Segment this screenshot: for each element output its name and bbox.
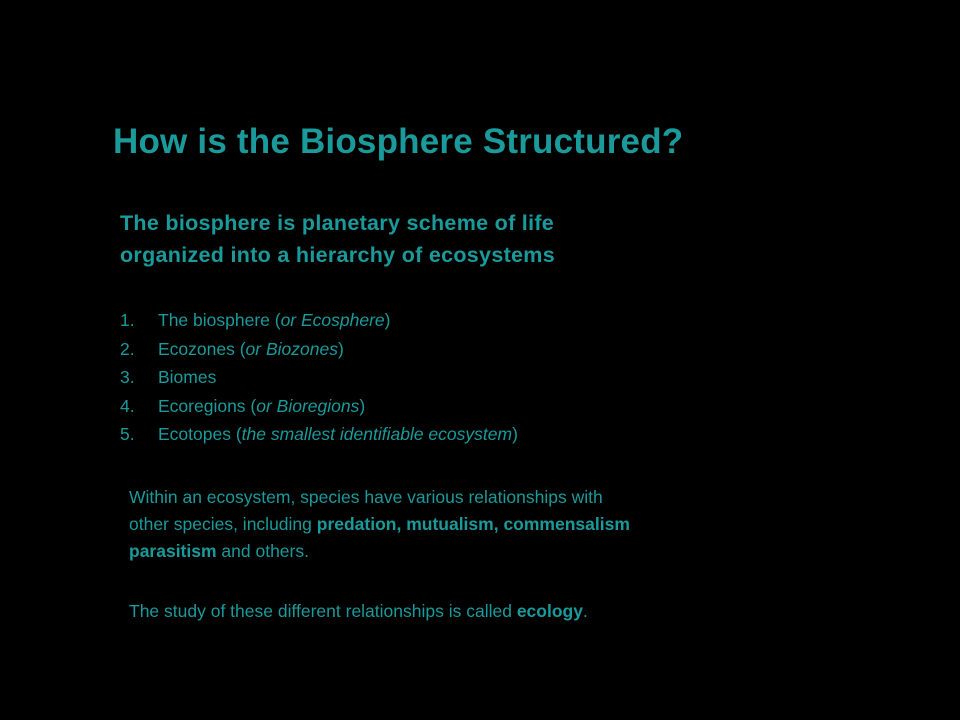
list-item [120, 420, 518, 449]
list-item [120, 392, 518, 421]
list-close: ) [359, 395, 366, 416]
list-close: ) [337, 338, 344, 359]
paragraph-line-1: Within an ecosystem, species have various relationships with [129, 487, 603, 507]
relationship-term-parasitism: parasitism [129, 541, 217, 561]
list-italic: or Bioregions [256, 395, 360, 416]
slide-title: How is the Biosphere Structured? [113, 122, 684, 161]
list-close: ) [384, 310, 391, 330]
list-text: Biomes [158, 367, 217, 387]
list-item [120, 306, 518, 335]
list-number: 5. [120, 424, 135, 444]
list-italic: or Biozones [245, 338, 338, 359]
ecology-term: ecology [516, 601, 583, 621]
paragraph-line-2: other species, including predation, mutualism, commensalism [129, 514, 630, 534]
list-text: The biosphere ( [158, 310, 281, 330]
subtitle-line-1: The biosphere is planetary scheme of life [120, 211, 555, 235]
hierarchy-list [120, 306, 518, 449]
relationship-terms: predation, mutualism, commensalism [316, 514, 630, 534]
list-italic: the smallest identifiable ecosystem [241, 424, 513, 444]
relationships-paragraph [129, 484, 829, 565]
list-text: Ecoregions ( [158, 395, 257, 416]
list-item [120, 363, 518, 392]
slide-subtitle [120, 207, 740, 271]
list-number: 1. [120, 310, 135, 330]
list-close: ) [512, 424, 518, 444]
list-number: 2. [120, 338, 135, 359]
subtitle-line-2: organized into a hierarchy of ecosystems [120, 243, 555, 267]
list-text: Ecotopes ( [158, 424, 242, 444]
ecology-paragraph: The study of these different relationships is called ecology. [129, 601, 588, 621]
list-italic: or Ecosphere [280, 310, 385, 330]
list-text: Ecozones ( [158, 338, 246, 359]
list-item [120, 335, 518, 364]
list-number: 4. [120, 395, 135, 416]
paragraph-line-3: parasitism and others. [129, 541, 309, 561]
list-number: 3. [120, 367, 135, 387]
